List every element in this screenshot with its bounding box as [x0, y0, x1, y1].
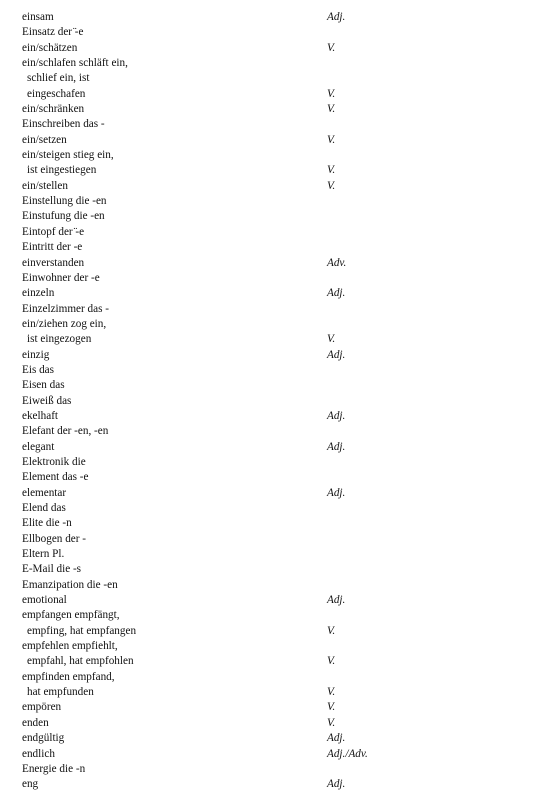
dictionary-entry: [0, 240, 557, 255]
part-of-speech: V.: [327, 87, 336, 100]
dictionary-entry: [0, 639, 557, 654]
entry-word: empören: [22, 701, 62, 714]
dictionary-entry: [0, 532, 557, 547]
entry-word: Elend das: [22, 502, 66, 514]
dictionary-entry: [0, 747, 557, 762]
part-of-speech: Adj.: [327, 486, 346, 499]
entry-word: ein/schlafen schläft ein,: [22, 57, 128, 70]
dictionary-entry: [0, 547, 557, 562]
dictionary-word-list: [0, 10, 557, 793]
entry-word: elementar: [22, 486, 67, 499]
part-of-speech: Adj.: [327, 778, 346, 791]
entry-word: Einsatz der ̈-e: [22, 26, 84, 39]
entry-word: emotional: [22, 594, 67, 607]
entry-word: Eintopf der ̈-e: [22, 225, 85, 238]
part-of-speech: Adj.: [327, 732, 346, 745]
entry-word: Energie die -n: [22, 762, 86, 775]
entry-word: elegant: [22, 440, 55, 453]
dictionary-entry: [0, 440, 557, 455]
dictionary-entry: [0, 363, 557, 378]
entry-word: endlich: [22, 747, 55, 760]
part-of-speech: V.: [327, 624, 336, 637]
entry-word: ein/setzen: [22, 133, 67, 146]
dictionary-entry: [0, 516, 557, 531]
part-of-speech: V.: [327, 179, 336, 192]
part-of-speech: V.: [327, 686, 336, 699]
part-of-speech: Adj.: [327, 440, 346, 453]
dictionary-entry: [0, 286, 557, 301]
part-of-speech: V.: [327, 655, 336, 668]
entry-word: E-Mail die -s: [22, 563, 82, 576]
dictionary-entry: [0, 731, 557, 746]
part-of-speech: Adj.: [327, 409, 346, 422]
entry-word: ein/schränken: [22, 103, 85, 116]
entry-word: eingeschafen: [27, 87, 86, 100]
part-of-speech: V.: [327, 103, 336, 116]
dictionary-entry: [0, 654, 557, 669]
dictionary-entry: [0, 486, 557, 501]
dictionary-entry: [0, 624, 557, 639]
dictionary-entry: [0, 317, 557, 332]
entry-word: Emanzipation die -en: [22, 578, 118, 591]
entry-word: einzeln: [22, 287, 55, 300]
entry-word: ein/steigen stieg ein,: [22, 149, 114, 162]
part-of-speech: V.: [327, 133, 336, 146]
part-of-speech: Adj.: [327, 348, 346, 361]
dictionary-entry: [0, 670, 557, 685]
dictionary-entry: [0, 685, 557, 700]
entry-word: empfangen empfängt,: [22, 609, 120, 622]
entry-word: Eltern Pl.: [22, 548, 65, 561]
dictionary-entry: [0, 194, 557, 209]
dictionary-entry: [0, 256, 557, 271]
dictionary-entry: [0, 501, 557, 516]
entry-word: ein/ziehen zog ein,: [22, 317, 107, 330]
dictionary-entry: [0, 102, 557, 117]
dictionary-entry: [0, 409, 557, 424]
entry-word: einsam: [22, 11, 54, 23]
dictionary-entry: [0, 10, 557, 25]
dictionary-entry: [0, 562, 557, 577]
entry-word: Einzelzimmer das -: [22, 302, 109, 315]
part-of-speech: V.: [327, 701, 336, 714]
dictionary-entry: [0, 271, 557, 286]
entry-word: Ellbogen der -: [22, 532, 86, 545]
dictionary-entry: [0, 163, 557, 178]
entry-word: Einwohner der -e: [22, 271, 100, 284]
entry-word: ist eingestiegen: [27, 164, 97, 177]
dictionary-entry: [0, 348, 557, 363]
entry-word: empfahl, hat empfohlen: [27, 655, 134, 668]
dictionary-entry: [0, 56, 557, 71]
dictionary-entry: [0, 332, 557, 347]
dictionary-entry: [0, 716, 557, 731]
entry-word: empfehlen empfiehlt,: [22, 640, 118, 653]
part-of-speech: Adj./Adv.: [327, 747, 368, 760]
entry-word: eng: [22, 778, 39, 791]
part-of-speech: Adv.: [327, 256, 347, 269]
dictionary-entry: [0, 424, 557, 439]
dictionary-entry: [0, 762, 557, 777]
entry-word: Eis das: [22, 363, 55, 376]
entry-word: ist eingezogen: [27, 333, 92, 346]
part-of-speech: V.: [327, 333, 336, 346]
entry-word: ekelhaft: [22, 409, 59, 422]
entry-word: einverstanden: [22, 256, 85, 269]
dictionary-entry: [0, 209, 557, 224]
dictionary-entry: [0, 608, 557, 623]
entry-word: Elektronik die: [22, 455, 86, 468]
entry-word: ein/schätzen: [22, 41, 78, 54]
entry-word: hat empfunden: [27, 686, 94, 699]
part-of-speech: Adj.: [327, 287, 346, 300]
part-of-speech: V.: [327, 164, 336, 177]
dictionary-entry: [0, 455, 557, 470]
dictionary-entry: [0, 41, 557, 56]
entry-word: empfinden empfand,: [22, 670, 115, 683]
entry-word: Elefant der -en, -en: [22, 425, 109, 438]
part-of-speech: Adj.: [327, 11, 346, 23]
entry-word: Elite die -n: [22, 517, 72, 530]
dictionary-entry: [0, 470, 557, 485]
dictionary-entry: [0, 87, 557, 102]
dictionary-entry: [0, 133, 557, 148]
part-of-speech: Adj.: [327, 594, 346, 607]
dictionary-entry: [0, 71, 557, 86]
entry-word: einzig: [22, 348, 50, 361]
entry-word: empfing, hat empfangen: [27, 624, 137, 637]
dictionary-entry: [0, 777, 557, 792]
dictionary-entry: [0, 394, 557, 409]
entry-word: Einschreiben das -: [22, 118, 105, 131]
dictionary-entry: [0, 225, 557, 240]
dictionary-entry: [0, 593, 557, 608]
entry-word: Eintritt der -e: [22, 241, 83, 254]
dictionary-entry: [0, 25, 557, 40]
part-of-speech: V.: [327, 41, 336, 54]
entry-word: Einstellung die -en: [22, 195, 107, 208]
entry-word: Element das -e: [22, 471, 89, 484]
dictionary-entry: [0, 117, 557, 132]
entry-word: schlief ein, ist: [27, 72, 90, 85]
dictionary-entry: [0, 302, 557, 317]
entry-word: ein/stellen: [22, 179, 68, 192]
entry-word: Einstufung die -en: [22, 210, 105, 223]
dictionary-entry: [0, 578, 557, 593]
entry-word: Eisen das: [22, 379, 65, 392]
dictionary-entry: [0, 700, 557, 715]
entry-word: endgültig: [22, 732, 65, 745]
entry-word: enden: [22, 716, 49, 729]
dictionary-entry: [0, 148, 557, 163]
dictionary-entry: [0, 179, 557, 194]
entry-word: Eiweiß das: [22, 394, 72, 407]
part-of-speech: V.: [327, 716, 336, 729]
dictionary-entry: [0, 378, 557, 393]
